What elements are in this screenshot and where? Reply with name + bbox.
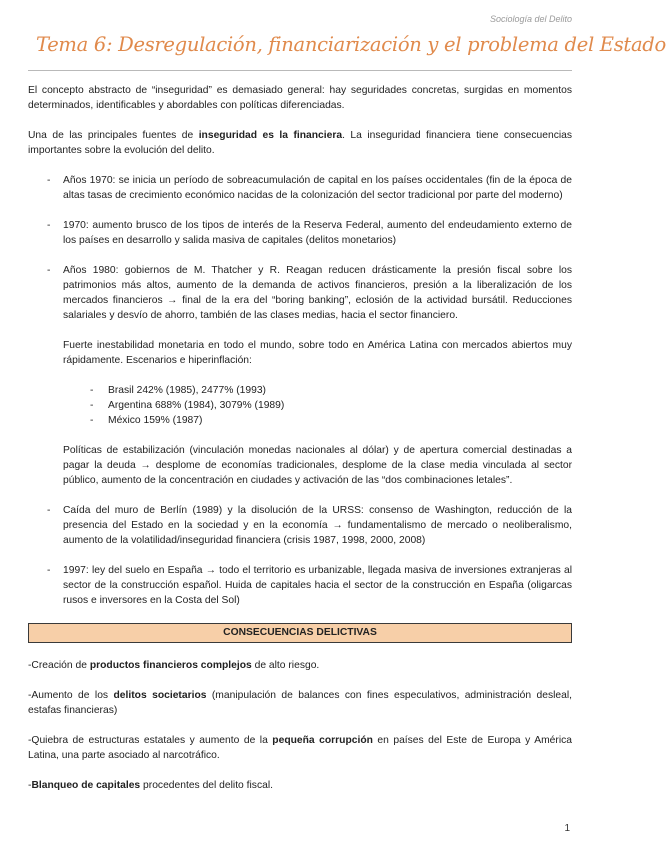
title-divider: [28, 70, 572, 71]
hyperinflation-item: [63, 413, 572, 428]
timeline-text: 1997: ley del suelo en España → todo el territorio es urbanizable, llegada masiva de inversiones extranjeras al sector de la construcción español. Huida de capitales hacia el sector de la construcción en España (oligarcas rusos e inversores en la Costa del Sol): [63, 565, 572, 606]
dash-bullet: -: [90, 385, 94, 396]
timeline-text: Caída del muro de Berlín (1989) y la disolución de la URSS: consenso de Washington, reducción de la presencia del Estado en la sociedad y en la economía → fundamentalismo de mercado o neoliberalismo, aumento de la volatilidad/inseguridad financiera (crisis 1987, 1998, 2000, 2008): [63, 505, 572, 546]
dash-bullet: -: [47, 175, 51, 186]
dash-bullet: -: [47, 565, 51, 576]
consequence-text: (manipulación de balances con fines especulativos, administración desleal, estafas financieras): [28, 690, 572, 716]
timeline-item: [28, 218, 572, 248]
consequence-bold-term: pequeña corrupción: [272, 735, 373, 746]
document-body: [28, 83, 572, 808]
dash-bullet: -: [47, 220, 51, 231]
consequence-bold-term: productos financieros complejos: [89, 660, 252, 671]
intro-paragraph-2: [28, 128, 572, 158]
timeline-list: [28, 173, 572, 608]
hyperinflation-text: Argentina 688% (1984), 3079% (1989): [108, 400, 285, 411]
hyperinflation-list: [63, 383, 572, 428]
consequence-text: -Quiebra de estructuras estatales y aumento de la: [28, 735, 273, 746]
intro-bold-term: inseguridad es la financiera: [198, 130, 343, 141]
timeline-text: Años 1970: se inicia un período de sobreacumulación de capital en los países occidentales (fin de la época de altas tasas de crecimiento económico nacidas de la colonización del sector tradicional por parte del moderno): [63, 175, 572, 201]
consequence-bold-term: delitos societarios: [113, 690, 207, 701]
consequence-text: en países del Este de Europa y América Latina, una parte asociado al narcotráfico.: [28, 735, 572, 761]
consequence-item: [28, 733, 572, 763]
intro-text: . La inseguridad financiera tiene consecuencias importantes sobre la evolución del delito.: [28, 130, 573, 156]
consequence-item: [28, 688, 572, 718]
timeline-item: [28, 563, 572, 608]
consequence-text: procedentes del delito fiscal.: [140, 780, 273, 791]
dash-bullet: -: [90, 415, 94, 426]
timeline-item: [28, 503, 572, 548]
hyperinflation-text: Brasil 242% (1985), 2477% (1993): [108, 385, 266, 396]
timeline-item: [28, 263, 572, 488]
intro-text: Una de las principales fuentes de: [28, 130, 199, 141]
timeline-item: [28, 173, 572, 203]
consequence-bold-term: Blanqueo de capitales: [31, 780, 141, 791]
timeline-text: Años 1980: gobiernos de M. Thatcher y R. Reagan reducen drásticamente la presión fiscal sobre los patrimonios más altos, aumento de la demanda de activos financieros, presión a la liberalización de los mercados financieros → final de la era del “boring banking”, eclosión de la actividad bursátil. Reducciones salariales y desvío de ahorro, también de las clases medias, hacia el sector financiero.: [63, 265, 572, 321]
consequence-text: de alto riesgo.: [251, 660, 320, 671]
hyperinflation-item: [63, 383, 572, 398]
consequence-text: -Aumento de los: [28, 690, 114, 701]
intro-paragraph-1: El concepto abstracto de “inseguridad” es demasiado general: hay seguridades concretas, surgidas en momentos determinados, identificables y abordables con políticas diferenciadas.: [28, 85, 572, 111]
consequence-item: [28, 658, 572, 673]
dash-bullet: -: [90, 400, 94, 411]
dash-bullet: -: [47, 265, 51, 276]
hyperinflation-text: México 159% (1987): [108, 415, 203, 426]
hyperinflation-item: [63, 398, 572, 413]
consequence-item: [28, 778, 572, 793]
page-title: Tema 6: Desregulación, financiarización y el problema del Estado: [36, 33, 666, 56]
subject-header: Sociología del Delito: [489, 14, 572, 24]
consequence-text: -: [28, 780, 32, 791]
page-number: 1: [564, 823, 570, 834]
timeline-text: 1970: aumento brusco de los tipos de interés de la Reserva Federal, aumento del endeudamiento externo de los países en desarrollo y salida masiva de capitales (delitos monetarios): [63, 220, 572, 246]
section-heading-box: CONSECUENCIAS DELICTIVAS: [28, 623, 572, 643]
policies-paragraph: Políticas de estabilización (vinculación monedas nacionales al dólar) y de apertura comercial destinadas a pagar la deuda → desplome de economías tradicionales, desplome de la clase media vinculada al sector público, aumento de la concentración en ciudades y activación de las “dos combinaciones letales”.: [63, 445, 572, 486]
instability-paragraph: Fuerte inestabilidad monetaria en todo el mundo, sobre todo en América Latina con mercados abiertos muy rápidamente. Escenarios e hiperinflación:: [63, 340, 572, 366]
dash-bullet: -: [47, 505, 51, 516]
consequence-text: -Creación de: [28, 660, 90, 671]
